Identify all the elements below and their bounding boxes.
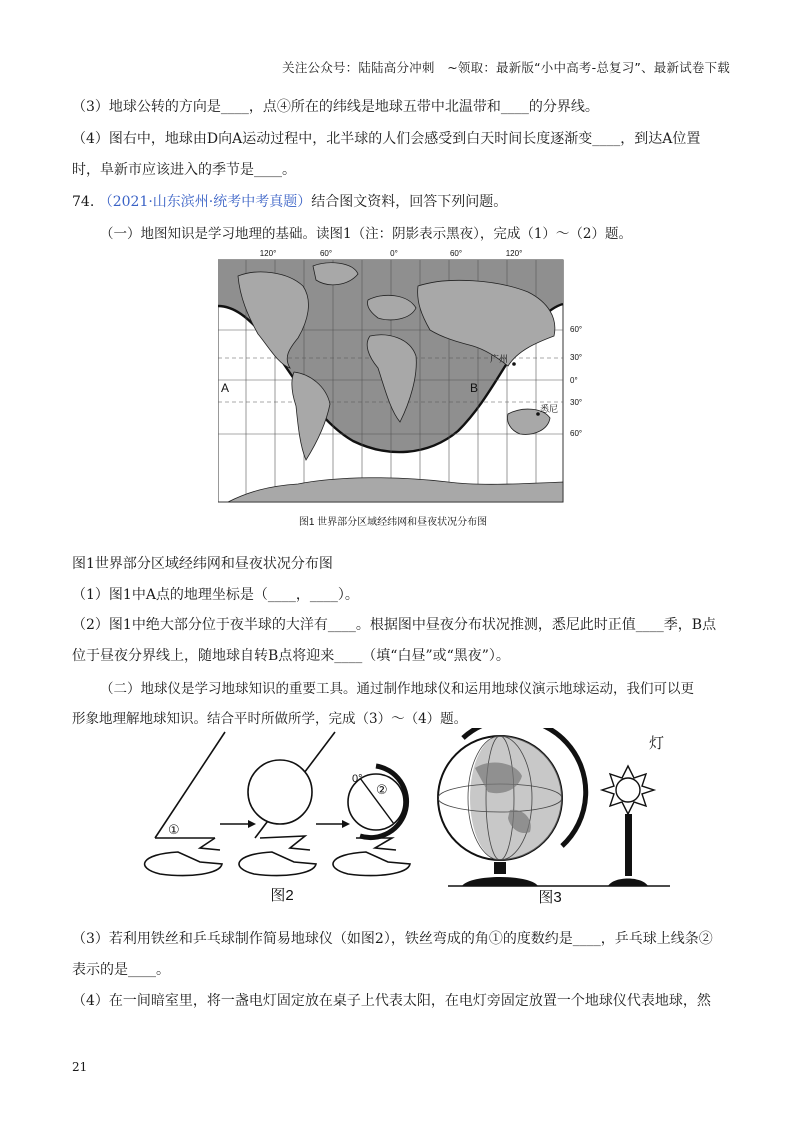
- question-2-line2: 位于昼夜分界线上，随地球自转B点将迎来____（填“白昼”或“黑夜”）。: [72, 648, 510, 664]
- lon-label-3: 0°: [390, 249, 398, 258]
- figure-2-caption: 图2: [270, 887, 294, 904]
- globe-shade: [470, 736, 562, 860]
- prev-question-4-line2: 时，阜新市应该进入的季节是____。: [72, 162, 296, 178]
- figure-3-caption: 图3: [538, 889, 562, 906]
- base-stand-2: [239, 852, 316, 876]
- lamp-base: [608, 879, 648, 887]
- base-stand-1: [145, 852, 222, 876]
- figure-1-caption: 图1 世界部分区域经纬网和昼夜状况分布图: [298, 517, 488, 528]
- lamp-pole: [625, 814, 632, 876]
- longitude-labels: [260, 249, 523, 258]
- question-3-line2: 表示的是____。: [72, 962, 170, 978]
- point-b-label: B: [470, 381, 479, 395]
- question-source: （2021·山东滨州·统考中考真题）: [98, 194, 312, 210]
- lon-label-5: 120°: [505, 249, 523, 258]
- arrow-2: [342, 820, 350, 828]
- question-74-title: [72, 191, 507, 211]
- zero-degree-label: 0°: [352, 773, 363, 785]
- wire-slant: [155, 732, 225, 838]
- part2-intro-line1: （二）地球仪是学习地球知识的重要工具。通过制作地球仪和运用地球仪演示地球运动，我们可以更: [100, 681, 694, 697]
- line-2-label: ②: [376, 782, 388, 797]
- page-number: 21: [72, 1060, 88, 1074]
- ping-pong-ball: [248, 760, 312, 824]
- sydney-label: 悉尼: [540, 404, 559, 414]
- question-2-line1: （2）图1中绝大部分位于夜半球的大洋有____。根据图中昼夜分布状况推测，悉尼此时正值____季，B点: [72, 617, 717, 633]
- prev-question-4-line1: （4）图右中，地球由D向A运动过程中，北半球的人们会感受到白天时间长度逐渐变____，到达A位置: [72, 131, 701, 147]
- sydney-dot: [536, 412, 540, 416]
- lat-label-5: 60°: [570, 429, 583, 438]
- guangzhou-dot: [512, 362, 516, 366]
- figure-3: [438, 728, 670, 906]
- guangzhou-label: 广州: [490, 354, 509, 364]
- globe-3-stem: [494, 862, 506, 874]
- lat-label-3: 0°: [570, 376, 578, 385]
- point-a-label: A: [221, 381, 230, 395]
- lat-label-4: 30°: [570, 398, 583, 407]
- figure-1-caption-text: 图1世界部分区域经纬网和昼夜状况分布图: [72, 556, 333, 572]
- lamp-label: 灯: [649, 735, 665, 752]
- angle-1-label: ①: [168, 822, 180, 837]
- lon-label-2: 60°: [319, 249, 333, 258]
- prev-question-3: （3）地球公转的方向是____，点④所在的纬线是地球五带中北温带和____的分界线。: [72, 99, 599, 115]
- lat-label-2: 30°: [570, 353, 583, 362]
- question-3-line1: （3）若利用铁丝和乒乓球制作简易地球仪（如图2），铁丝弯成的角①的度数约是____，乒乓球上线条②: [72, 931, 713, 947]
- question-4-line1: （4）在一间暗室里，将一盏电灯固定放在桌子上代表太阳，在电灯旁固定放置一个地球仪代表地球，然: [72, 993, 711, 1009]
- question-1: （1）图1中A点的地理坐标是（____，____）。: [72, 587, 359, 603]
- lat-label-1: 60°: [570, 325, 583, 334]
- question-number: 74.: [72, 194, 95, 210]
- figure-2-3-illustration: [130, 728, 690, 906]
- latitude-labels: [570, 325, 582, 438]
- figure-2: [145, 732, 410, 904]
- figure-1-world-map: [218, 246, 610, 532]
- globe-3-base: [462, 877, 538, 886]
- page-header: 关注公众号：陆陆高分冲刺 ~领取：最新版“小中高考-总复习”、最新试卷下载: [282, 60, 730, 75]
- arrow-1: [248, 820, 256, 828]
- base-stand-3: [333, 852, 410, 876]
- part1-intro: （一）地图知识是学习地理的基础。读图1（注：阴影表示黑夜），完成（1）～（2）题。: [100, 226, 633, 242]
- lamp-sun: [602, 766, 654, 814]
- lon-label-4: 60°: [449, 249, 463, 258]
- lon-label-1: 120°: [259, 249, 277, 258]
- question-stem: 结合图文资料，回答下列问题。: [311, 194, 508, 210]
- part2-intro-line2: 形象地理解地球知识。结合平时所做所学，完成（3）～（4）题。: [72, 711, 468, 727]
